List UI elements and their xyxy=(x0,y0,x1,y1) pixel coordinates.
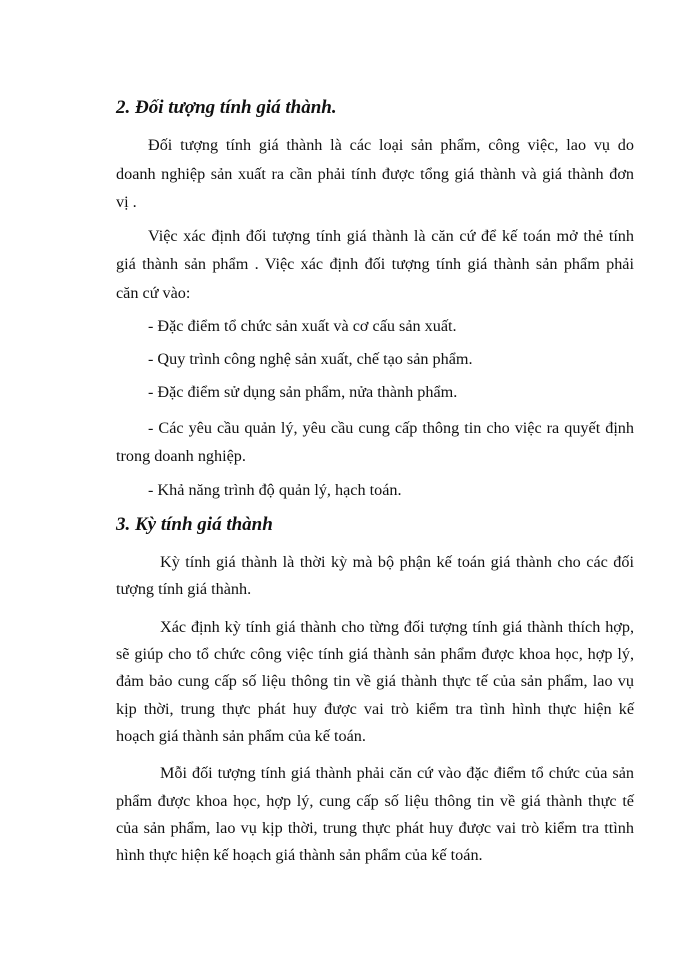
section-3-paragraph-1-line-1: Kỳ tính giá thành là thời kỳ mà bộ phận kế toán giá thành cho các đối xyxy=(160,553,634,571)
section-3-paragraph-1-line-2: tượng tính giá thành. xyxy=(116,580,252,598)
section-3-paragraph-2-line-5: hoạch giá thành sản phẩm của kế toán. xyxy=(116,727,366,745)
section-3-paragraph-3-line-1: Mỗi đối tượng tính giá thành phải căn cứ vào đặc điểm tổ chức của sản xyxy=(160,764,634,782)
section-2-heading: 2. Đối tượng tính giá thành. xyxy=(116,97,337,118)
section-3-paragraph-2-line-1: Xác định kỳ tính giá thành cho từng đối tượng tính giá thành thích hợp, xyxy=(160,618,634,636)
bullet-item: - Quy trình công nghệ sản xuất, chế tạo sản phẩm. xyxy=(148,350,473,368)
section-3-paragraph-2-line-4: kịp thời, trung thực phát huy được vai trò kiểm tra tình hình thực hiện kế xyxy=(116,700,634,718)
section-3-paragraph-2-line-3: đảm bảo cung cấp số liệu thông tin về giá thành thực tế của sản phẩm, lao vụ xyxy=(116,672,634,690)
section-3-paragraph-3-line-3: của sản phẩm, lao vụ kịp thời, trung thực phát huy được vai trò kiểm tra ttình xyxy=(116,819,634,837)
bullet-item: - Đặc điểm tổ chức sản xuất và cơ cấu sản xuất. xyxy=(148,317,457,335)
bullet-item: - Các yêu cầu quản lý, yêu cầu cung cấp thông tin cho việc ra quyết định xyxy=(148,419,634,437)
section-3-heading: 3. Kỳ tính giá thành xyxy=(116,514,273,535)
section-2-paragraph-1-line-2: doanh nghiệp sản xuất ra cần phải tính được tổng giá thành và giá thành đơn xyxy=(116,165,634,183)
section-2-paragraph-2-line-2: giá thành sản phẩm . Việc xác định đối tượng tính giá thành sản phẩm phải xyxy=(116,255,634,273)
section-2-paragraph-1-line-3: vị . xyxy=(116,193,137,211)
section-3-paragraph-3-line-4: hình thực hiện kế hoạch giá thành sản phẩm của kế toán. xyxy=(116,846,483,864)
section-2-paragraph-1-line-1: Đối tượng tính giá thành là các loại sản phẩm, công việc, lao vụ do xyxy=(148,136,634,154)
section-3-paragraph-2-line-2: sẽ giúp cho tổ chức công việc tính giá thành sản phẩm được khoa học, hợp lý, xyxy=(116,645,634,663)
bullet-item: - Đặc điểm sử dụng sản phẩm, nửa thành phẩm. xyxy=(148,383,458,401)
section-2-paragraph-2-line-3: căn cứ vào: xyxy=(116,284,191,302)
bullet-item-continuation: trong doanh nghiệp. xyxy=(116,447,246,465)
section-2-paragraph-2-line-1: Việc xác định đối tượng tính giá thành là căn cứ để kế toán mở thẻ tính xyxy=(148,227,634,245)
section-3-paragraph-3-line-2: phẩm được khoa học, hợp lý, cung cấp số liệu thông tin về giá thành thực tế xyxy=(116,792,634,810)
bullet-item: - Khả năng trình độ quản lý, hạch toán. xyxy=(148,481,402,499)
